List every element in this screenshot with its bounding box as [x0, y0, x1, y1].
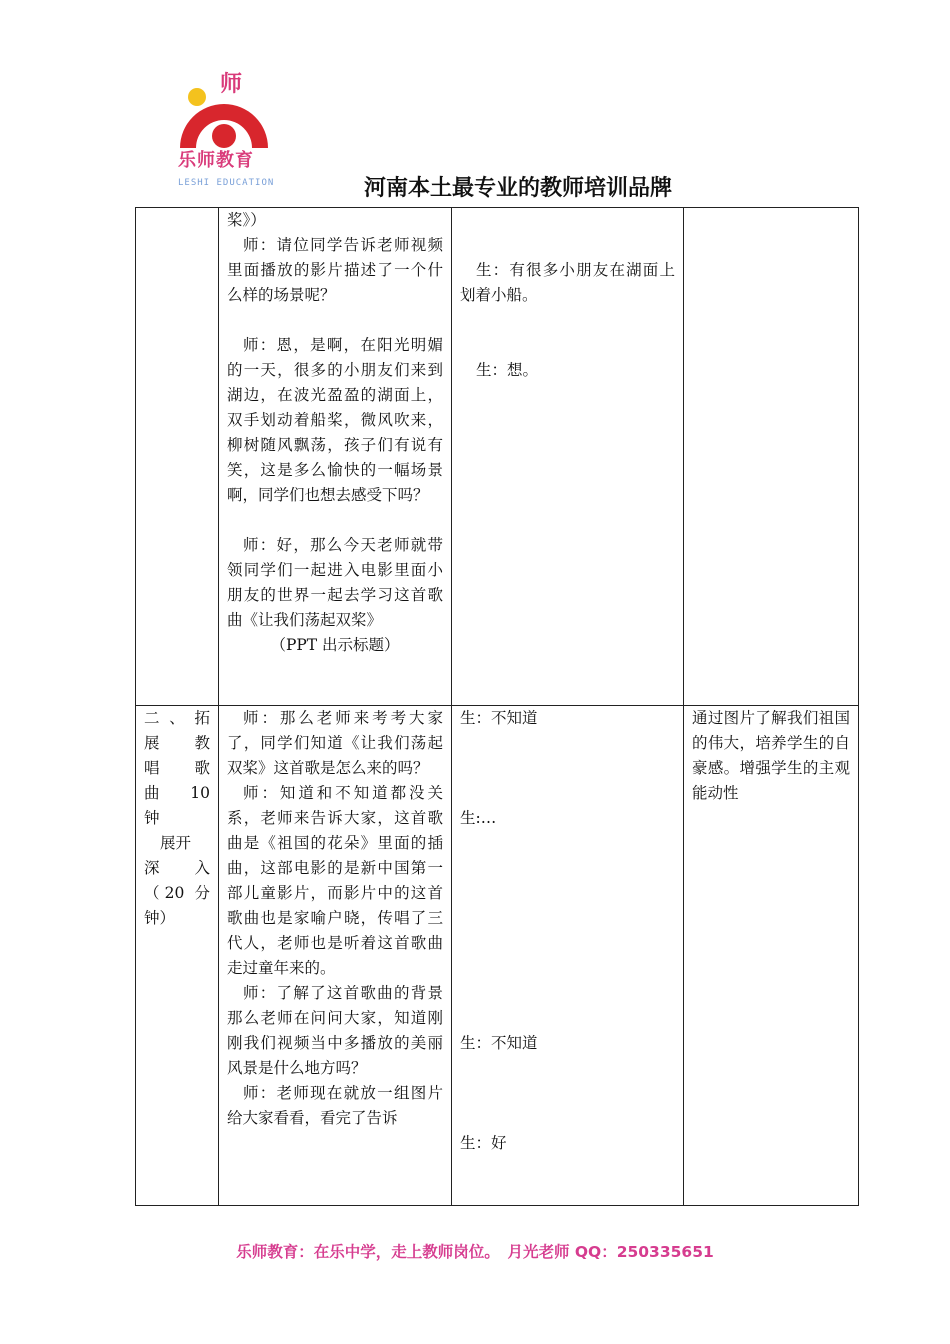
- lesson-plan-table: [135, 207, 859, 1206]
- student-line: 生：不知道: [460, 1034, 538, 1052]
- teacher-activity-cell: [219, 208, 452, 706]
- stage-line: 深 入: [144, 859, 210, 877]
- teacher-line: 师：恩，是啊，在阳光明媚的一天，很多的小朋友们来到湖边，在波光盈盈的湖面上，双手划动着船桨，微风吹来，柳树随风飘荡，孩子们有说有笑，这是多么愉快的一幅场景啊，同学们也想去感受下吗？: [227, 336, 443, 504]
- stage-line: 展开: [160, 834, 192, 852]
- student-line: 生:…: [460, 809, 497, 827]
- student-line: 生：好: [460, 1134, 507, 1152]
- teacher-line: 师：请位同学告诉老师视频里面播放的影片描述了一个什么样的场景呢？: [227, 236, 443, 304]
- design-intent-text: 通过图片了解我们祖国的伟大，培养学生的自豪感。增强学生的主观能动性: [692, 709, 850, 802]
- stage-cell: [136, 706, 219, 1206]
- teacher-line: 师：了解了这首歌曲的背景那么老师在问问大家，知道刚刚我们视频当中多播放的美丽风景是什么地方吗？: [227, 984, 443, 1077]
- design-intent-cell: [684, 208, 859, 706]
- footer-slogan: 乐师教育：在乐中学，走上教师岗位。 月光老师 QQ：250335651: [236, 1243, 714, 1261]
- stage-line: 曲 10: [144, 784, 210, 802]
- stage-line: 唱 歌: [144, 759, 210, 777]
- stage-cell: [136, 208, 219, 706]
- stage-line: 钟: [144, 809, 160, 827]
- page-title: 河南本土最专业的教师培训品牌: [364, 176, 673, 201]
- stage-line: 展 教: [144, 734, 210, 752]
- stage-line: 二、拓: [144, 709, 210, 727]
- teacher-line: 师：知道和不知道都没关系，老师来告诉大家，这首歌曲是《祖国的花朵》里面的插曲，这部电影的是新中国第一部儿童影片，而影片中的这首歌曲也是家喻户晓，传唱了三代人，老师也是听着这首歌曲走过童年来的。: [227, 784, 443, 977]
- logo-mark: 师: [220, 72, 243, 97]
- teacher-line: 师：那么老师来考考大家了，同学们知道《让我们荡起双桨》这首歌是怎么来的吗？: [227, 709, 443, 777]
- stage-line: 钟）: [144, 909, 176, 927]
- table-row: [136, 208, 859, 706]
- logo-name-en: LESHI EDUCATION: [178, 178, 275, 188]
- student-activity-cell: [452, 706, 684, 1206]
- student-activity-cell: [452, 208, 684, 706]
- teacher-line: 师：好，那么今天老师就带领同学们一起进入电影里面小朋友的世界一起去学习这首歌曲《让我们荡起双桨》: [227, 536, 443, 629]
- logo-arc-icon: [176, 94, 272, 150]
- stage-line: （20 分: [144, 884, 210, 902]
- logo-name-cn: 乐师教育: [178, 150, 254, 171]
- design-intent-cell: [684, 706, 859, 1206]
- student-line: 生：有很多小朋友在湖面上划着小船。: [460, 261, 675, 304]
- student-line: 生：不知道: [460, 709, 538, 727]
- teacher-line: 桨》）: [227, 211, 266, 229]
- logo: [176, 72, 280, 196]
- teacher-line: 师：老师现在就放一组图片给大家看看，看完了告诉: [227, 1084, 443, 1127]
- teacher-activity-cell: [219, 706, 452, 1206]
- teacher-line: （PPT 出示标题）: [270, 636, 400, 654]
- student-line: 生：想。: [476, 361, 539, 379]
- table-row: [136, 706, 859, 1206]
